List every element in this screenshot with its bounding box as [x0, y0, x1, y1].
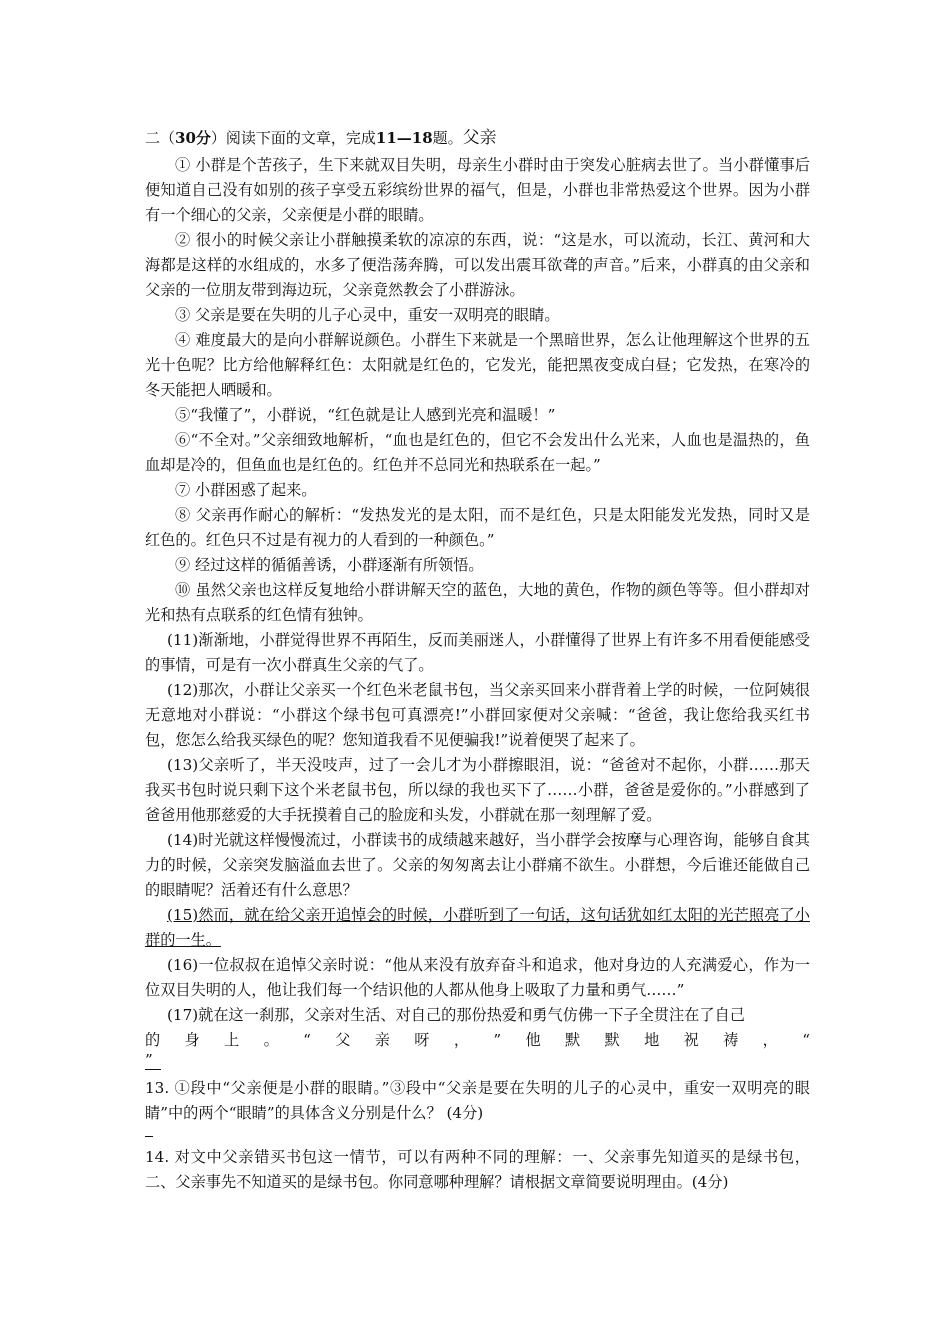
paragraph-7: ⑦ 小群困惑了起来。	[175, 481, 317, 499]
paragraph-17: (17)就在这一刹那，父亲对生活、对自己的那份热爱和勇气仿佛一下子全贯注在了自己	[167, 1006, 745, 1024]
paragraph-10: ⑩ 虽然父亲也这样反复地给小群讲解天空的蓝色，大地的黄色，作物的颜色等等。但小群却对光和热有点联系的红色情有独钟。	[145, 581, 810, 624]
answer-line	[145, 1136, 153, 1137]
paragraph-17-spread-line	[145, 1028, 810, 1053]
paragraph-6: ⑥“不全对。”父亲细致地解析，“血也是红色的，但它不会发出什么光来，人血也是温热的，鱼血却是冷的，但鱼血也是红色的。红色并不总同光和热联系在一起。”	[145, 431, 810, 474]
paragraph-8: ⑧ 父亲再作耐心的解析：“发热发光的是太阳，而不是红色，只是太阳能发光发热，同时又是红色的。红色只不过是有视力的人看到的一种颜色。”	[145, 506, 810, 549]
spread-char: 父	[335, 1031, 351, 1049]
spread-char: ，	[453, 1031, 470, 1049]
spread-char: ，	[762, 1031, 778, 1049]
paragraph-15-underlined: (15)然而，就在给父亲开追悼会的时候，小群听到了一句话，这句话犹如红太阳的光芒照亮了小群的一生。	[145, 906, 810, 949]
spread-char: 祷	[723, 1031, 739, 1049]
section-instruction: ）阅读下面的文章，完成	[210, 129, 376, 147]
paragraph-11: (11)渐渐地，小群觉得世界不再陌生，反而美丽迷人，小群懂得了世界上有许多不用看便能感受的事情，可是有一次小群真生父亲的气了。	[145, 631, 810, 674]
paragraph-17-closing-quote: ”	[145, 1051, 153, 1069]
section-score: 30分	[175, 129, 211, 147]
section-heading	[145, 127, 810, 149]
spread-char: 。	[263, 1031, 279, 1049]
spread-char: 上	[224, 1031, 240, 1049]
exam-page	[145, 127, 810, 1195]
paragraph-3: ③ 父亲是要在失明的儿子心灵中，重安一双明亮的眼睛。	[175, 306, 560, 324]
question-13: 13. ①段中“父亲便是小群的眼睛。”③段中“父亲是要在失明的儿子的心灵中，重安一双明亮的眼睛”中的两个“眼睛”的具体含义分别是什么？ (4分)	[145, 1079, 810, 1122]
spread-char: 呀	[414, 1031, 430, 1049]
section-range: 11—18	[375, 129, 433, 147]
paragraph-5: ⑤“我懂了”，小群说，“红色就是让人感到光亮和温暖！”	[175, 406, 556, 424]
spread-char: 祝	[683, 1031, 699, 1049]
spread-char: “	[802, 1031, 810, 1049]
spread-char: 的	[145, 1031, 161, 1049]
article-title: 父亲	[462, 128, 497, 148]
section-prefix: 二（	[145, 129, 176, 147]
paragraph-16: (16)一位叔叔在追悼父亲时说：“他从来没有放弃奋斗和追求，他对身边的人充满爱心，作为一位双目失明的人，他让我们每一个结识他的人都从他身上吸取了力量和勇气……”	[145, 956, 810, 999]
spread-char: 地	[644, 1031, 660, 1049]
paragraph-13: (13)父亲听了，半天没吱声，过了一会儿才为小群擦眼泪，说：“爸爸对不起你，小群……那天我买书包时说只剩下这个米老鼠书包，所以绿的我也买下了……小群，爸爸是爱你的。”小群感到了爸爸用他那慈爱的大手抚摸着自己的脸庞和头发，小群就在那一刻理解了爱。	[145, 756, 810, 824]
spread-char: 默	[565, 1031, 581, 1049]
spread-char: ”	[493, 1031, 502, 1049]
question-14: 14. 对文中父亲错买书包这一情节，可以有两种不同的理解：一、父亲事先知道买的是绿书包，二、父亲事先不知道买的是绿书包。你同意哪种理解？请根据文章简要说明理由。(4分)	[145, 1148, 810, 1191]
spread-char: 默	[604, 1031, 620, 1049]
paragraph-12: (12)那次，小群让父亲买一个红色米老鼠书包，当父亲买回来小群背着上学的时候，一位阿姨很无意地对小群说：“小群这个绿书包可真漂亮!”小群回家便对父亲喊：“爸爸，我让您给我买红书包，您怎么给我买绿色的呢？您知道我看不见便骗我!”说着便哭了起来了。	[145, 681, 810, 749]
paragraph-4: ④ 难度最大的是向小群解说颜色。小群生下来就是一个黑暗世界，怎么让他理解这个世界的五光十色呢？比方给他解释红色：太阳就是红色的，它发光，能把黑夜变成白昼；它发热，在寒冷的冬天能把人晒暖和。	[145, 331, 810, 399]
paragraph-1: ① 小群是个苦孩子，生下来就双目失明，母亲生小群时由于突发心脏病去世了。当小群懂事后便知道自己没有如别的孩子享受五彩缤纷世界的福气，但是，小群也非常热爱这个世界。因为小群有一个细心的父亲，父亲便是小群的眼睛。	[145, 156, 810, 224]
paragraph-9: ⑨ 经过这样的循循善诱，小群逐渐有所领悟。	[175, 556, 484, 574]
paragraph-2: ② 很小的时候父亲让小群触摸柔软的凉凉的东西，说：“这是水，可以流动，长江、黄河和大海都是这样的水组成的，水多了便浩荡奔腾，可以发出震耳欲聋的声音。”后来，小群真的由父亲和父亲的一位朋友带到海边玩，父亲竟然教会了小群游泳。	[145, 231, 810, 299]
paragraph-14: (14)时光就这样慢慢流过，小群读书的成绩越来越好，当小群学会按摩与心理咨询，能够自食其力的时候，父亲突发脑溢血去世了。父亲的匆匆离去让小群痛不欲生。小群想，今后谁还能做自己的眼睛呢？活着还有什么意思？	[145, 831, 810, 899]
spread-char: 他	[525, 1031, 541, 1049]
spread-char: 身	[184, 1031, 200, 1049]
answer-line	[145, 1069, 161, 1070]
section-suffix: 题。	[432, 129, 463, 147]
spread-char: 亲	[374, 1031, 390, 1049]
spread-char: “	[303, 1031, 311, 1049]
